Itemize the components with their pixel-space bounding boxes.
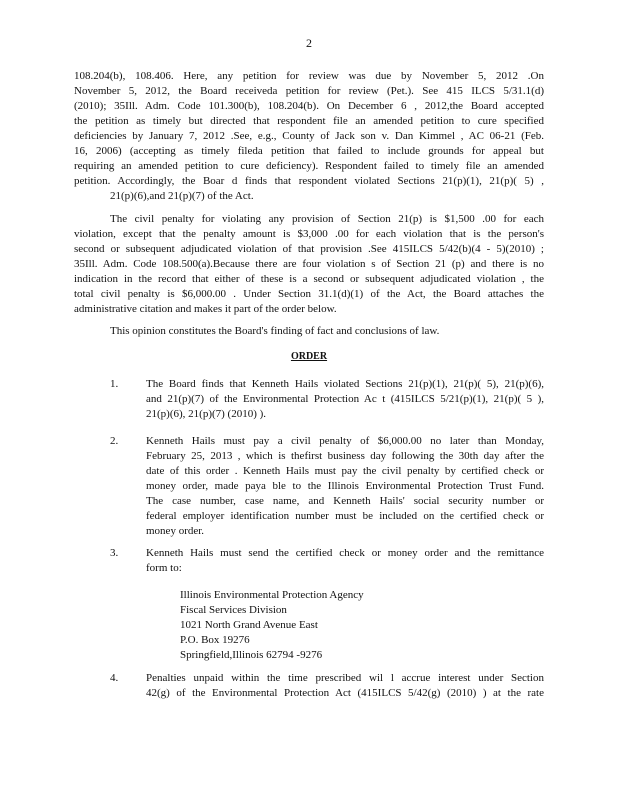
text-line: and 21(p)(7) of the Environmental Protection Ac t (415ILCS 5/21(p)(1), 21(p)( 5 ), [146,393,544,405]
text-line: November 5, 2012, the Board receiveda petition for review (Pet.). See 415 ILCS 5/31.1(d) [74,85,544,97]
text-line: (2010); 35Ill. Adm. Code 101.300(b), 108.204(b). On December 6 , 2012,the Board accepted [74,100,544,112]
text-line: Kenneth Hails must send the certified check or money order and the remittance [146,547,544,559]
text-line: petition. Accordingly, the Boar d finds that respondent violated Sections 21(p)(1), 21(p)( 5) , [74,175,544,187]
text-line: requiring an amended petition to cure deficiency). Respondent failed to timely file an amended [74,160,544,172]
text-line: the petition as timely but directed that respondent file an amended petition to cure specified [74,115,544,127]
text-line: violation, except that the penalty amount is $3,000 .00 for each violation that is the person's [74,228,544,240]
order-item-number: 3. [110,547,119,559]
text-line: February 25, 2013 , which is thefirst business day following the 30th day after the [146,450,544,462]
order-item-number: 2. [110,435,119,447]
text-line: federal employer identification number must be included on the certified check or [146,510,544,522]
text-line: 21(p)(6), 21(p)(7) (2010) ). [146,408,267,420]
address-line: 1021 North Grand Avenue East [180,619,318,631]
text-line: money order, made paya ble to the Illinois Environmental Protection Trust Fund. [146,480,544,492]
paragraph-procedural-history [74,69,544,204]
text-line: 108.204(b), 108.406. Here, any petition for review was due by November 5, 2012 .On [74,70,544,82]
text-line: second or subsequent adjudicated violation of that provision .See 415ILCS 5/42(b)(4 - 5)(2010) ; [74,243,544,255]
text-line: The civil penalty for violating any provision of Section 21(p) is $1,500 .00 for each [110,213,544,225]
text-line: deficiencies by January 7, 2012 .See, e.g., County of Jack son v. Dan Kimmel , AC 06-21 (Feb. [74,130,544,142]
text-line: The Board finds that Kenneth Hails violated Sections 21(p)(1), 21(p)( 5), 21(p)(6), [146,378,544,390]
order-item-number: 1. [110,378,119,390]
text-line: The case number, case name, and Kenneth Hails' social security number or [146,495,544,507]
address-line: Springfield,Illinois 62794 -9276 [180,649,323,661]
address-line: Fiscal Services Division [180,604,287,616]
remittance-address [180,588,364,663]
address-line: Illinois Environmental Protection Agency [180,589,364,601]
text-line: Penalties unpaid within the time prescribed wil l accrue interest under Section [146,672,544,684]
text-line: This opinion constitutes the Board's finding of fact and conclusions of law. [110,325,440,337]
page-number: 2 [306,36,312,50]
text-line: 35Ill. Adm. Code 108.500(a).Because there are four violation s of Section 21 (p) and there is no [74,258,544,270]
text-line: 16, 2006) (accepting as timely fileda petition that failed to include grounds for appeal but [74,145,544,157]
text-line: 42(g) of the Environmental Protection Act (415ILCS 5/42(g) (2010) ) at the rate [146,687,544,699]
text-line: money order. [146,525,205,537]
text-line: administrative citation and makes it part of the order below. [74,303,337,315]
paragraph-findings-statement [74,324,544,339]
text-line: indication in the record that either of these is a second or subsequent adjudicated violation , the [74,273,544,285]
text-line: form to: [146,562,182,574]
paragraph-civil-penalty [74,212,544,317]
text-line: date of this order . Kenneth Hails must pay the civil penalty by certified check or [146,465,544,477]
text-line: 21(p)(6),and 21(p)(7) of the Act. [110,190,254,202]
address-line: P.O. Box 19276 [180,634,250,646]
text-line: total civil penalty is $6,000.00 . Under Section 31.1(d)(1) of the Act, the Board attaches the [74,288,544,300]
text-line: Kenneth Hails must pay a civil penalty of $6,000.00 no later than Monday, [146,435,544,447]
order-heading: ORDER [290,351,328,362]
order-item-number: 4. [110,672,119,684]
